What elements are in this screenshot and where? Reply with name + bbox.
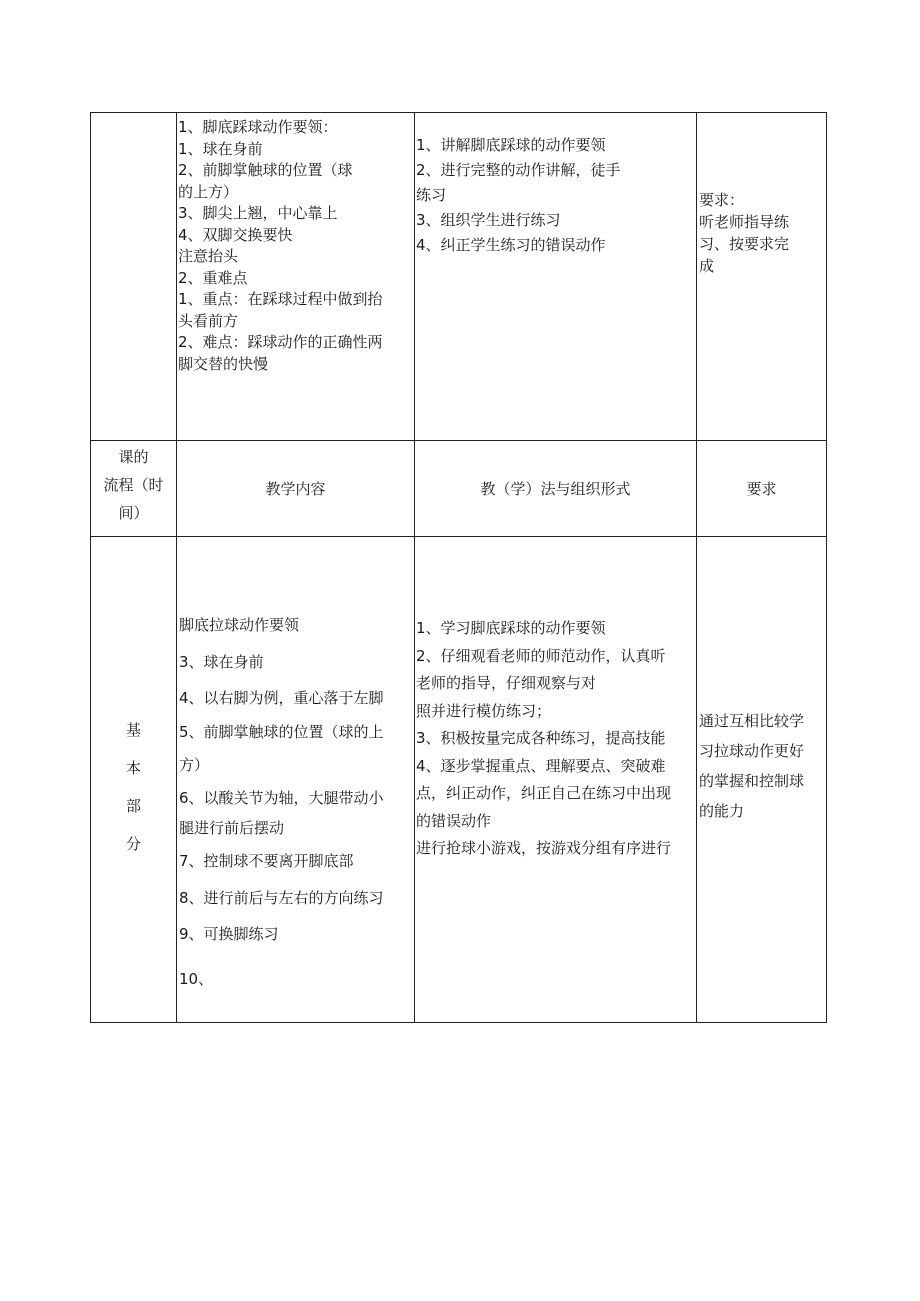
method-line: 照并进行模仿练习； [416,701,552,720]
requirement-cell [697,537,827,1023]
table-row [91,113,827,441]
content-line: 8、进行前后与左右的方向练习 [179,888,384,907]
content-line: 10、 [179,969,214,988]
content-line: 2、重难点 [178,268,248,287]
header-phase-cell [91,441,177,537]
content-line: 1、重点：在踩球过程中做到抬 [178,290,383,308]
requirement-line: 成 [699,257,715,275]
content-lines [179,607,414,997]
method-line: 3、积极按量完成各种练习，提高技能 [416,729,666,747]
header-requirement-label: 要求 [746,480,777,498]
phase-cell-basic [91,537,177,1023]
method-line: 4、逐步掌握重点、理解要点、突破难 [416,756,666,775]
content-line: 7、控制球不要离开脚底部 [179,852,354,870]
requirement-cell [697,113,827,441]
requirement-line: 的掌握和控制球 [699,771,805,790]
header-content-label: 教学内容 [265,480,326,498]
content-line: 4、以右脚为例，重心落于左脚 [179,689,384,707]
requirement-line: 习、按要求完 [699,235,790,253]
header-requirement-cell [697,441,827,537]
method-line: 进行抢球小游戏，按游戏分组有序进行 [416,839,672,857]
content-line: 方） [179,755,210,774]
content-line: 9、可换脚练习 [179,925,279,943]
content-line: 6、以酸关节为轴，大腿带动小 [179,789,384,807]
phase-char: 分 [125,834,141,853]
table-header-row [91,441,827,537]
requirement-line: 通过互相比较学 [699,711,805,730]
method-line: 2、进行完整的动作讲解，徒手 [416,161,621,179]
requirement-lines [699,189,826,277]
content-line: 脚交替的快慢 [178,354,269,373]
method-cell [415,113,697,441]
header-method-cell [415,441,697,537]
method-line: 1、学习脚底踩球的动作要领 [416,619,606,637]
method-lines [416,615,696,863]
content-line: 4、双脚交换要快 [178,225,293,244]
method-line: 的错误动作 [416,811,492,830]
table-row [91,537,827,1023]
content-line: 注意抬头 [178,247,239,265]
method-line: 3、组织学生进行练习 [416,211,561,229]
requirement-line: 的能力 [699,801,745,820]
content-lines [178,117,414,375]
header-phase-line: 间） [118,504,149,522]
phase-cell-empty [91,113,177,441]
requirement-line: 要求： [699,191,745,209]
phase-char: 部 [125,796,141,815]
content-line: 3、脚尖上翘，中心靠上 [178,204,338,222]
teaching-content-cell [177,113,415,441]
phase-char: 基 [125,720,141,739]
content-line: 2、难点：踩球动作的正确性两 [178,333,383,351]
content-line: 1、脚底踩球动作要领： [178,118,338,136]
content-line: 头看前方 [178,311,239,330]
method-cell [415,537,697,1023]
phase-char: 本 [125,758,141,777]
content-line: 1、球在身前 [178,139,263,158]
method-lines [416,133,696,258]
method-line: 4、纠正学生练习的错误动作 [416,236,606,254]
header-method-label: 教（学）法与组织形式 [480,480,631,498]
content-line: 2、前脚掌触球的位置（球 [178,161,353,179]
content-line: 5、前脚掌触球的位置（球的上 [179,722,384,741]
header-phase-line: 课的 [118,448,149,466]
requirement-line: 习拉球动作更好 [699,741,805,760]
method-line: 练习 [416,186,447,204]
teaching-content-cell [177,537,415,1023]
content-line: 3、球在身前 [179,652,264,671]
content-line: 脚底拉球动作要领 [179,616,300,634]
header-phase-line: 流程（时 [103,476,164,494]
method-line: 2、仔细观看老师的师范动作，认真听 [416,646,666,665]
method-line: 老师的指导，仔细观察与对 [416,674,597,692]
method-line: 1、讲解脚底踩球的动作要领 [416,136,606,154]
requirement-line: 听老师指导练 [699,213,790,231]
requirement-lines [699,706,826,826]
header-content-cell [177,441,415,537]
method-line: 点，纠正动作，纠正自己在练习中出现 [416,784,672,802]
lesson-plan-table [90,112,827,1023]
content-line: 腿进行前后摆动 [179,819,285,837]
content-line: 的上方） [178,182,239,201]
